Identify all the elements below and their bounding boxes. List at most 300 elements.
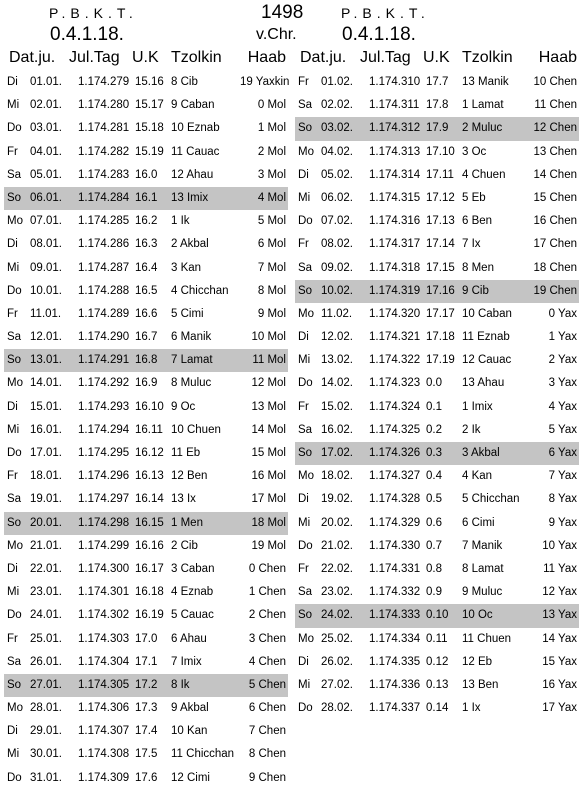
uk-cell: 16.2 <box>135 215 158 228</box>
julian-day-cell: 1.174.292 <box>78 377 130 390</box>
uk-cell: 16.13 <box>135 470 164 483</box>
uk-cell: 16.9 <box>135 377 158 390</box>
table-row <box>4 210 288 233</box>
julian-day-cell: 1.174.288 <box>78 284 130 297</box>
julian-day-cell: 1.174.328 <box>369 493 421 506</box>
table-row <box>4 233 288 256</box>
tzolkin-cell: 11 Cauac <box>171 145 220 158</box>
uk-cell: 17.8 <box>426 99 449 112</box>
table-row <box>4 396 288 419</box>
tzolkin-cell: 6 Manik <box>171 331 212 344</box>
header-uk: U.K <box>132 49 159 66</box>
haab-cell: 3 Mol <box>257 168 286 181</box>
weekday-cell: Mo <box>7 539 23 552</box>
tzolkin-cell: 4 Kan <box>462 470 493 483</box>
weekday-cell: Mo <box>7 377 23 390</box>
header-tzolkin: Tzolkin <box>462 49 513 66</box>
julian-day-cell: 1.174.317 <box>369 238 421 251</box>
date-cell: 07.01. <box>30 215 62 228</box>
tzolkin-cell: 7 Manik <box>462 539 503 552</box>
weekday-cell: Fr <box>7 307 18 320</box>
tzolkin-cell: 13 Imix <box>171 191 209 204</box>
tzolkin-cell: 13 Ben <box>462 678 499 691</box>
julian-day-cell: 1.174.298 <box>78 516 130 529</box>
pbkt-value-left: 0.4.1.18. <box>50 24 124 45</box>
date-cell: 25.02. <box>321 632 353 645</box>
table-row <box>4 442 288 465</box>
tzolkin-cell: 1 Lamat <box>462 99 504 112</box>
julian-day-cell: 1.174.312 <box>369 122 421 135</box>
uk-cell: 0.11 <box>426 632 448 645</box>
uk-cell: 17.15 <box>426 261 455 274</box>
haab-cell: 12 Mol <box>251 377 286 390</box>
date-cell: 25.01. <box>30 632 62 645</box>
haab-cell: 11 Chen <box>534 99 577 112</box>
uk-cell: 17.13 <box>426 215 455 228</box>
header-date: Dat.ju. <box>300 49 347 66</box>
date-cell: 22.02. <box>321 562 353 575</box>
weekday-cell: So <box>298 284 313 297</box>
table-row <box>295 442 579 465</box>
julian-day-cell: 1.174.307 <box>78 725 130 738</box>
julian-day-cell: 1.174.308 <box>78 748 130 761</box>
date-cell: 11.02. <box>321 307 353 320</box>
uk-cell: 17.19 <box>426 354 455 367</box>
uk-cell: 17.12 <box>426 191 455 204</box>
table-row <box>4 674 288 697</box>
tzolkin-cell: 3 Oc <box>462 145 487 158</box>
weekday-cell: Mi <box>298 516 311 529</box>
tzolkin-cell: 12 Ahau <box>171 168 214 181</box>
uk-cell: 0.9 <box>426 586 442 599</box>
tzolkin-cell: 1 Men <box>171 516 203 529</box>
uk-cell: 16.11 <box>135 423 163 436</box>
haab-cell: 6 Chen <box>248 702 286 715</box>
weekday-cell: So <box>7 354 22 367</box>
julian-day-cell: 1.174.326 <box>369 447 421 459</box>
date-cell: 08.02. <box>321 238 353 251</box>
date-cell: 06.02. <box>321 191 353 204</box>
uk-cell: 17.1 <box>135 655 158 668</box>
uk-cell: 16.14 <box>135 493 164 506</box>
uk-cell: 16.0 <box>135 168 158 181</box>
tzolkin-cell: 9 Muluc <box>462 586 503 599</box>
table-row <box>295 488 579 511</box>
date-cell: 30.01. <box>30 748 62 761</box>
julian-day-cell: 1.174.310 <box>369 76 421 88</box>
uk-cell: 16.7 <box>135 331 158 344</box>
julian-day-cell: 1.174.321 <box>369 331 421 344</box>
julian-day-cell: 1.174.290 <box>78 331 130 344</box>
haab-cell: 12 Chen <box>533 122 577 135</box>
year-title: 1498 <box>261 2 304 23</box>
julian-day-cell: 1.174.327 <box>369 470 421 483</box>
date-cell: 02.01. <box>30 99 62 112</box>
julian-day-cell: 1.174.320 <box>369 307 421 320</box>
weekday-cell: Do <box>7 447 22 459</box>
weekday-cell: Fr <box>298 238 309 251</box>
date-cell: 15.01. <box>30 400 62 413</box>
tzolkin-cell: 8 Muluc <box>171 377 212 390</box>
julian-day-cell: 1.174.284 <box>78 191 130 204</box>
header-uk: U.K <box>423 49 450 66</box>
weekday-cell: Di <box>7 725 18 738</box>
date-cell: 08.01. <box>30 238 62 251</box>
table-row <box>295 465 579 488</box>
weekday-cell: So <box>7 678 22 691</box>
haab-cell: 3 Chen <box>248 632 286 645</box>
tzolkin-cell: 10 Chuen <box>171 423 221 436</box>
date-cell: 18.01. <box>30 470 62 483</box>
haab-cell: 6 Yax <box>548 447 577 459</box>
uk-cell: 17.9 <box>426 122 449 135</box>
header-haab: Haab <box>538 49 577 66</box>
uk-cell: 0.4 <box>426 470 442 483</box>
table-row <box>295 94 579 117</box>
uk-cell: 16.4 <box>135 261 158 274</box>
haab-cell: 2 Mol <box>257 145 286 158</box>
tzolkin-cell: 9 Caban <box>171 99 215 112</box>
haab-cell: 4 Yax <box>548 400 577 413</box>
date-cell: 01.01. <box>30 76 62 88</box>
haab-cell: 3 Yax <box>548 377 577 390</box>
weekday-cell: Di <box>7 400 18 413</box>
date-cell: 28.02. <box>321 702 353 715</box>
table-row <box>295 697 579 720</box>
uk-cell: 16.17 <box>135 562 164 575</box>
weekday-cell: Sa <box>298 423 313 436</box>
table-row <box>4 280 288 303</box>
date-cell: 24.02. <box>321 609 353 622</box>
tzolkin-cell: 12 Ben <box>171 470 208 483</box>
uk-cell: 15.17 <box>135 99 164 112</box>
header-tzolkin: Tzolkin <box>171 49 222 66</box>
julian-day-cell: 1.174.283 <box>78 168 130 181</box>
julian-day-cell: 1.174.294 <box>78 423 130 436</box>
date-cell: 17.01. <box>30 447 62 459</box>
date-cell: 07.02. <box>321 215 353 228</box>
column-headers <box>4 47 288 71</box>
pbkt-label-left: P.B.K.T. <box>49 5 138 21</box>
haab-cell: 15 Mol <box>251 447 286 459</box>
weekday-cell: Di <box>298 331 309 344</box>
date-cell: 23.02. <box>321 586 353 599</box>
date-cell: 04.01. <box>30 145 62 158</box>
tzolkin-cell: 11 Chuen <box>462 632 512 645</box>
header-haab: Haab <box>247 49 286 66</box>
date-cell: 23.01. <box>30 586 62 599</box>
julian-day-cell: 1.174.332 <box>369 586 421 599</box>
julian-day-cell: 1.174.315 <box>369 191 421 204</box>
haab-cell: 16 Mol <box>251 470 286 483</box>
uk-cell: 17.10 <box>426 145 455 158</box>
header-jul: Jul.Tag <box>360 49 411 66</box>
table-row <box>295 141 579 164</box>
haab-cell: 7 Yax <box>548 470 577 483</box>
haab-cell: 4 Mol <box>257 191 286 204</box>
uk-cell: 0.10 <box>426 609 449 622</box>
uk-cell: 0.8 <box>426 562 442 575</box>
uk-cell: 17.0 <box>135 632 158 645</box>
date-cell: 20.01. <box>30 516 62 529</box>
date-cell: 06.01. <box>30 191 62 204</box>
uk-cell: 16.19 <box>135 609 164 622</box>
tzolkin-cell: 10 Kan <box>171 725 208 738</box>
uk-cell: 0.6 <box>426 516 442 529</box>
tzolkin-cell: 5 Chicchan <box>462 493 520 506</box>
uk-cell: 15.16 <box>135 76 164 88</box>
table-row <box>4 71 288 94</box>
haab-cell: 11 Yax <box>543 562 577 575</box>
julian-day-cell: 1.174.282 <box>78 145 130 158</box>
tzolkin-cell: 12 Cimi <box>171 771 210 784</box>
julian-day-cell: 1.174.296 <box>78 470 130 483</box>
weekday-cell: Di <box>298 655 309 668</box>
haab-cell: 0 Mol <box>257 99 286 112</box>
table-row <box>4 257 288 280</box>
haab-cell: 1 Mol <box>257 122 286 135</box>
table-row <box>4 743 288 766</box>
weekday-cell: Di <box>7 238 18 251</box>
header-date: Dat.ju. <box>9 49 56 66</box>
haab-cell: 8 Chen <box>248 748 286 761</box>
uk-cell: 17.6 <box>135 771 158 784</box>
table-row <box>295 349 579 372</box>
date-cell: 31.01. <box>30 771 62 784</box>
table-row <box>295 604 579 627</box>
weekday-cell: So <box>7 191 22 204</box>
date-cell: 05.02. <box>321 168 353 181</box>
table-row <box>295 257 579 280</box>
tzolkin-cell: 2 Muluc <box>462 122 503 135</box>
table-row <box>295 280 579 303</box>
julian-day-cell: 1.174.323 <box>369 377 421 390</box>
haab-cell: 8 Yax <box>548 493 577 506</box>
table-row <box>4 651 288 674</box>
date-cell: 16.02. <box>321 423 353 436</box>
date-cell: 20.02. <box>321 516 353 529</box>
uk-cell: 17.2 <box>135 678 158 691</box>
date-cell: 27.01. <box>30 678 62 691</box>
pbkt-value-right: 0.4.1.18. <box>342 24 416 45</box>
tzolkin-cell: 5 Eb <box>462 191 486 204</box>
uk-cell: 0.5 <box>426 493 442 506</box>
tzolkin-cell: 6 Ben <box>462 215 493 228</box>
table-row <box>295 651 579 674</box>
uk-cell: 0.12 <box>426 655 449 668</box>
julian-day-cell: 1.174.318 <box>369 261 421 274</box>
table-row <box>4 372 288 395</box>
date-cell: 26.02. <box>321 655 353 668</box>
julian-day-cell: 1.174.302 <box>78 609 130 622</box>
uk-cell: 17.7 <box>426 76 449 88</box>
weekday-cell: Mo <box>298 145 314 158</box>
uk-cell: 16.3 <box>135 238 158 251</box>
table-row <box>295 303 579 326</box>
date-cell: 03.01. <box>30 122 62 135</box>
haab-cell: 0 Yax <box>548 307 577 320</box>
tzolkin-cell: 4 Eznab <box>171 586 214 599</box>
table-row <box>295 187 579 210</box>
julian-day-cell: 1.174.291 <box>78 354 130 367</box>
table-row <box>4 326 288 349</box>
tzolkin-cell: 8 Lamat <box>462 562 504 575</box>
weekday-cell: Mi <box>7 586 20 599</box>
julian-day-cell: 1.174.305 <box>78 678 130 691</box>
weekday-cell: Fr <box>7 470 18 483</box>
tzolkin-cell: 7 Imix <box>171 655 202 668</box>
julian-day-cell: 1.174.335 <box>369 655 421 668</box>
weekday-cell: Mo <box>7 215 23 228</box>
julian-day-cell: 1.174.314 <box>369 168 421 181</box>
julian-day-cell: 1.174.289 <box>78 307 130 320</box>
table-row <box>295 512 579 535</box>
date-cell: 02.02. <box>321 99 353 112</box>
haab-cell: 5 Chen <box>248 678 286 691</box>
tzolkin-cell: 10 Eznab <box>171 122 220 135</box>
uk-cell: 17.11 <box>426 168 454 181</box>
haab-cell: 7 Chen <box>248 725 286 738</box>
weekday-cell: Di <box>7 76 18 88</box>
haab-cell: 2 Yax <box>548 354 577 367</box>
weekday-cell: Sa <box>7 493 22 506</box>
uk-cell: 15.19 <box>135 145 164 158</box>
tzolkin-cell: 5 Cimi <box>171 307 204 320</box>
julian-day-cell: 1.174.297 <box>78 493 130 506</box>
table-row <box>295 164 579 187</box>
date-cell: 24.01. <box>30 609 62 622</box>
haab-cell: 19 Chen <box>533 284 577 297</box>
uk-cell: 0.3 <box>426 447 442 459</box>
haab-cell: 13 Yax <box>542 609 577 622</box>
date-cell: 19.01. <box>30 493 62 506</box>
tzolkin-cell: 10 Caban <box>462 307 512 320</box>
tzolkin-cell: 2 Ik <box>462 423 481 436</box>
haab-cell: 17 Chen <box>533 238 577 251</box>
tzolkin-cell: 11 Eb <box>171 447 201 459</box>
uk-cell: 16.6 <box>135 307 158 320</box>
haab-cell: 14 Yax <box>542 632 577 645</box>
haab-cell: 9 Chen <box>248 771 286 784</box>
tzolkin-cell: 1 Ik <box>171 215 190 228</box>
table-row <box>295 117 579 140</box>
uk-cell: 16.12 <box>135 447 164 459</box>
date-cell: 05.01. <box>30 168 62 181</box>
february-rows <box>295 71 579 720</box>
julian-day-cell: 1.174.303 <box>78 632 130 645</box>
julian-day-cell: 1.174.319 <box>369 284 421 297</box>
date-cell: 13.02. <box>321 354 353 367</box>
date-cell: 16.01. <box>30 423 62 436</box>
date-cell: 10.01. <box>30 284 62 297</box>
julian-day-cell: 1.174.281 <box>78 122 130 135</box>
table-row <box>4 94 288 117</box>
uk-cell: 15.18 <box>135 122 164 135</box>
julian-day-cell: 1.174.333 <box>369 609 421 622</box>
table-row <box>295 396 579 419</box>
table-row <box>4 349 288 372</box>
header-jul: Jul.Tag <box>69 49 120 66</box>
haab-cell: 15 Yax <box>542 655 577 668</box>
weekday-cell: Mi <box>7 423 20 436</box>
date-cell: 28.01. <box>30 702 62 715</box>
julian-day-cell: 1.174.311 <box>369 99 420 112</box>
weekday-cell: Do <box>7 771 22 784</box>
date-cell: 12.02. <box>321 331 353 344</box>
weekday-cell: Do <box>7 284 22 297</box>
date-cell: 29.01. <box>30 725 62 738</box>
julian-day-cell: 1.174.293 <box>78 400 130 413</box>
haab-cell: 6 Mol <box>257 238 286 251</box>
haab-cell: 14 Chen <box>533 168 577 181</box>
haab-cell: 9 Mol <box>257 307 286 320</box>
weekday-cell: Fr <box>7 145 18 158</box>
weekday-cell: Mi <box>7 261 20 274</box>
tzolkin-cell: 1 Ix <box>462 702 481 715</box>
date-cell: 04.02. <box>321 145 353 158</box>
uk-cell: 16.10 <box>135 400 164 413</box>
julian-day-cell: 1.174.330 <box>369 539 421 552</box>
weekday-cell: Mo <box>7 702 23 715</box>
julian-day-cell: 1.174.286 <box>78 238 130 251</box>
tzolkin-cell: 3 Kan <box>171 261 202 274</box>
julian-day-cell: 1.174.295 <box>78 447 130 459</box>
uk-cell: 17.5 <box>135 748 158 761</box>
haab-cell: 8 Mol <box>257 284 286 297</box>
haab-cell: 17 Mol <box>251 493 286 506</box>
julian-day-cell: 1.174.287 <box>78 261 130 274</box>
tzolkin-cell: 12 Cauac <box>462 354 512 367</box>
table-row <box>4 512 288 535</box>
weekday-cell: Do <box>298 215 313 228</box>
january-rows <box>4 71 288 790</box>
haab-cell: 0 Chen <box>248 562 286 575</box>
table-row <box>295 674 579 697</box>
julian-day-cell: 1.174.322 <box>369 354 421 367</box>
date-cell: 26.01. <box>30 655 62 668</box>
tzolkin-cell: 2 Cib <box>171 539 198 552</box>
julian-day-cell: 1.174.285 <box>78 215 130 228</box>
uk-cell: 17.14 <box>426 238 455 251</box>
table-row <box>4 697 288 720</box>
weekday-cell: Fr <box>7 632 18 645</box>
uk-cell: 0.0 <box>426 377 442 390</box>
table-row <box>4 465 288 488</box>
uk-cell: 0.2 <box>426 423 442 436</box>
haab-cell: 13 Chen <box>533 145 577 158</box>
weekday-cell: Do <box>298 702 313 715</box>
uk-cell: 16.16 <box>135 539 164 552</box>
tzolkin-cell: 4 Chuen <box>462 168 506 181</box>
weekday-cell: Sa <box>7 331 22 344</box>
table-row <box>295 558 579 581</box>
weekday-cell: Do <box>7 122 22 135</box>
date-cell: 14.02. <box>321 377 353 390</box>
weekday-cell: Mi <box>298 354 311 367</box>
haab-cell: 5 Yax <box>548 423 577 436</box>
uk-cell: 0.1 <box>426 400 442 413</box>
haab-cell: 9 Yax <box>548 516 577 529</box>
haab-cell: 4 Chen <box>248 655 286 668</box>
date-cell: 17.02. <box>321 447 353 459</box>
table-row <box>295 372 579 395</box>
julian-day-cell: 1.174.299 <box>78 539 130 552</box>
weekday-cell: Sa <box>298 99 313 112</box>
date-cell: 27.02. <box>321 678 353 691</box>
tzolkin-cell: 13 Ix <box>171 493 196 506</box>
date-cell: 01.02. <box>321 76 353 88</box>
tzolkin-cell: 9 Oc <box>171 400 196 413</box>
